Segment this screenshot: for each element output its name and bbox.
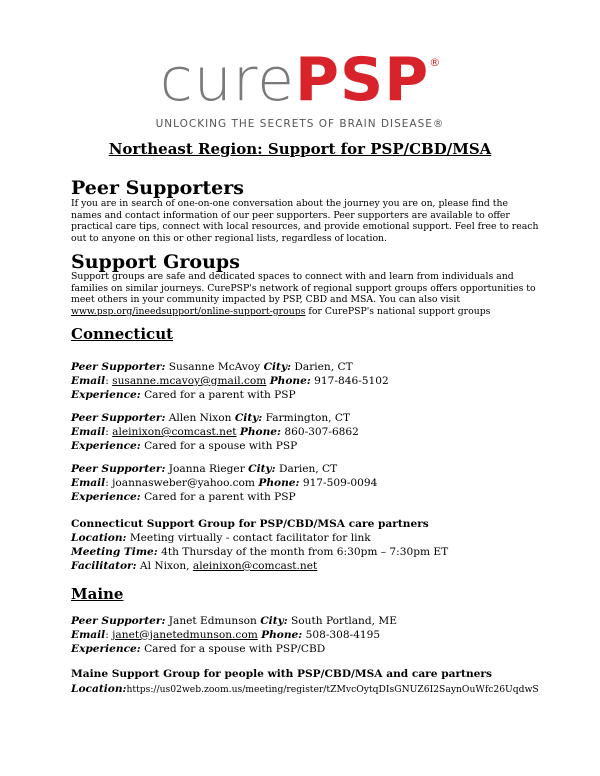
support-group-title: Connecticut Support Group for PSP/CBD/MSA care partners	[71, 518, 429, 530]
peer-supporter-line: Peer Supporter: Allen Nixon City: Farmington, CT	[71, 412, 351, 424]
logo-registered-mark: ®	[429, 56, 441, 69]
email-link[interactable]: aleinixon@comcast.net	[112, 426, 237, 438]
contact-line: Email: janet@janetedmunson.com Phone: 508-308-4195	[71, 629, 381, 641]
region-heading-maine: Maine	[71, 585, 124, 603]
facilitator-email-link[interactable]: aleinixon@comcast.net	[192, 560, 318, 572]
curepsp-logo	[0, 45, 600, 115]
support-groups-text: Support groups are safe and dedicated spaces to connect with and learn from individuals and families on similar journeys. CurePSP's network of regional support groups offers opportunities to meet others in your community impacted by PSP, CBD and MSA. You can also visit www.psp.org/ineedsupport/online-support-groups for CurePSP's national support groups	[71, 271, 536, 317]
logo-tagline: UNLOCKING THE SECRETS OF BRAIN DISEASE®	[155, 118, 445, 130]
contact-line: Email: susanne.mcavoy@gmail.com Phone: 917-846-5102	[71, 375, 389, 387]
contact-line: Email: joannasweber@yahoo.com Phone: 917-509-0094	[71, 477, 378, 489]
email-link[interactable]: susanne.mcavoy@gmail.com	[112, 375, 267, 387]
group-meeting-time-line: Meeting Time: 4th Thursday of the month from 6:30pm – 7:30pm ET	[71, 546, 449, 558]
logo-cure-text: cure	[159, 45, 296, 115]
experience-line: Experience: Cared for a spouse with PSP	[71, 440, 298, 452]
peer-supporter-line: Peer Supporter: Joanna Rieger City: Darien, CT	[71, 463, 338, 475]
email-link[interactable]: janet@janetedmunson.com	[112, 629, 258, 641]
experience-line: Experience: Cared for a parent with PSP	[71, 389, 296, 401]
online-support-groups-link[interactable]: www.psp.org/ineedsupport/online-support-groups	[71, 305, 306, 317]
peer-supporter-line: Peer Supporter: Susanne McAvoy City: Darien, CT	[71, 361, 353, 373]
region-heading-connecticut: Connecticut	[71, 325, 174, 343]
page-title: Northeast Region: Support for PSP/CBD/MSA	[108, 140, 492, 158]
peer-supporters-text: If you are in search of one-on-one conversation about the journey you are on, please find the names and contact information of our peer supporters. Peer supporters are available to offer practical care tips, connect with local resources, and provide emotional support. Feel free to reach out to anyone on this or other regional lists, regardless of location.	[71, 198, 539, 244]
peer-supporter-line: Peer Supporter: Janet Edmunson City: South Portland, ME	[71, 615, 397, 627]
experience-line: Experience: Cared for a parent with PSP	[71, 491, 296, 503]
experience-line: Experience: Cared for a spouse with PSP/CBD	[71, 643, 326, 655]
group-location-line: Location: Meeting virtually - contact facilitator for link	[71, 532, 371, 544]
peer-supporters-heading: Peer Supporters	[71, 177, 244, 199]
contact-line: Email: aleinixon@comcast.net Phone: 860-307-6862	[71, 426, 359, 438]
group-facilitator-line: Facilitator: Al Nixon, aleinixon@comcast.net	[71, 560, 318, 572]
logo-psp-text: PSP	[295, 45, 430, 115]
support-group-title: Maine Support Group for people with PSP/CBD/MSA and care partners	[71, 668, 492, 680]
zoom-registration-url[interactable]: https://us02web.zoom.us/meeting/register/tZMvcOytqDIsGNUZ6I2SaynOuWfc26UqdwS	[126, 684, 539, 695]
support-groups-heading: Support Groups	[71, 251, 240, 273]
group-location-line: Location:https://us02web.zoom.us/meeting/register/tZMvcOytqDIsGNUZ6I2SaynOuWfc26UqdwS	[71, 683, 539, 695]
